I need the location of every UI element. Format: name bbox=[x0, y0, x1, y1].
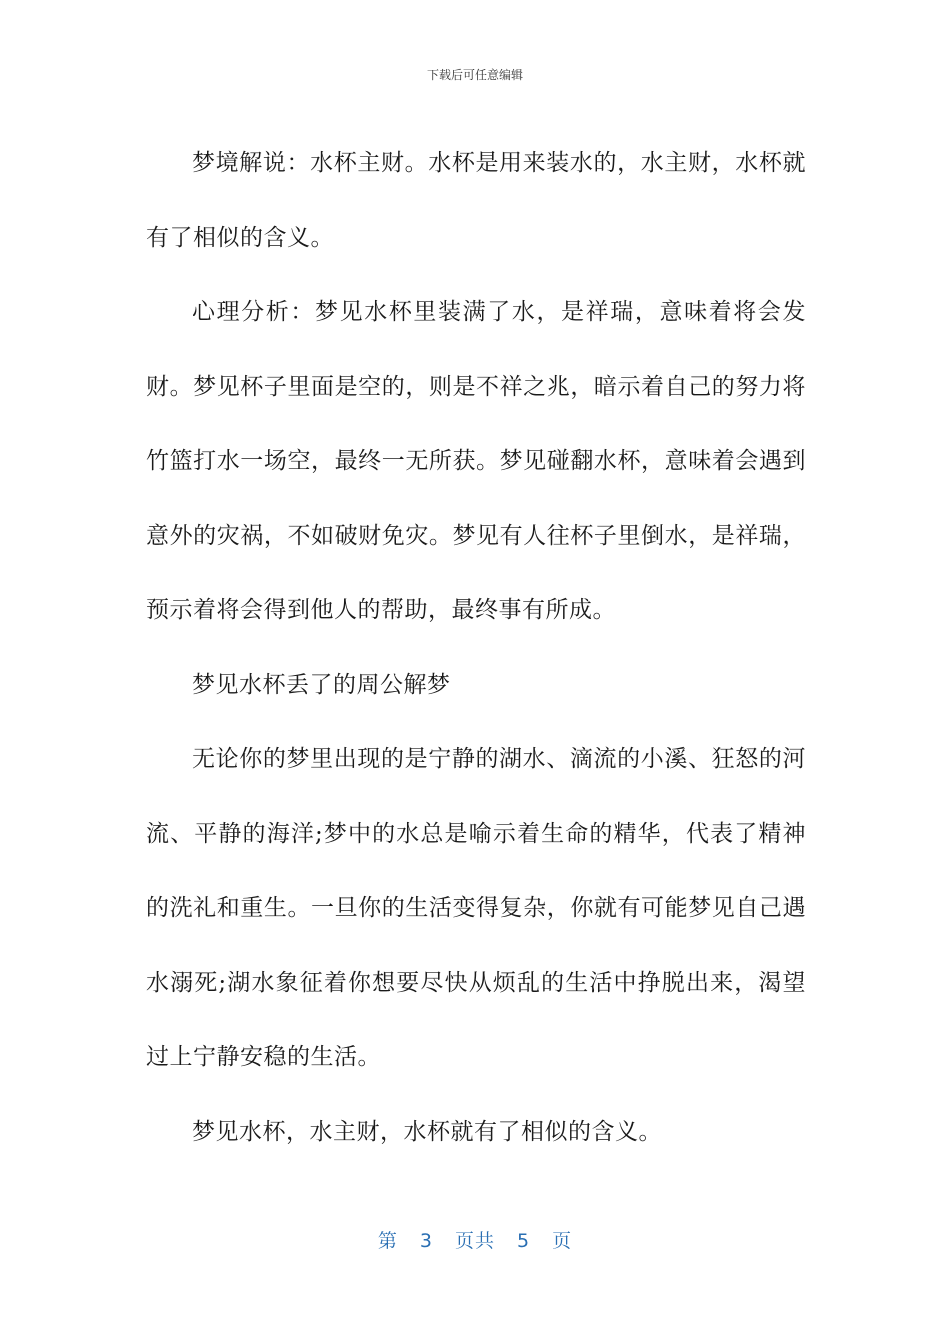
paragraph-summary: 梦见水杯，水主财，水杯就有了相似的含义。 bbox=[192, 1118, 662, 1145]
section-heading: 梦见水杯丢了的周公解梦 bbox=[192, 671, 451, 698]
footer-suffix: 页 bbox=[552, 1230, 573, 1252]
page-header: 下载后可任意编辑 bbox=[426, 68, 523, 82]
paragraph-psych-analysis: 心理分析：梦见水杯里装满了水，是祥瑞，意味着将会发财。梦见杯子里面是空的，则是不祥之兆，暗示着自己的努力将竹篮打水一场空，最终一无所获。梦见碰翻水杯，意味着会遇到意外的灾祸，不如破财免灾。梦见有人往杯子里倒水，是祥瑞，预示着将会得到他人的帮助，最终事有所成。 bbox=[146, 299, 806, 623]
paragraph-dream-explanation: 梦境解说：水杯主财。水杯是用来装水的，水主财，水杯就有了相似的含义。 bbox=[146, 150, 806, 251]
footer-prefix: 第 bbox=[377, 1230, 398, 1252]
footer-middle: 页共 bbox=[454, 1230, 495, 1252]
paragraph-water-meaning: 无论你的梦里出现的是宁静的湖水、滴流的小溪、狂怒的河流、平静的海洋;梦中的水总是喻示着生命的精华，代表了精神的洗礼和重生。一旦你的生活变得复杂，你就有可能梦见自己遇水溺死;湖水象征着你想要尽快从烦乱的生活中挣脱出来，渴望过上宁静安稳的生活。 bbox=[146, 746, 806, 1070]
footer-total-pages: 5 bbox=[517, 1230, 531, 1252]
page-footer bbox=[0, 1226, 950, 1253]
document-body bbox=[146, 126, 806, 1169]
footer-current-page: 3 bbox=[419, 1230, 433, 1252]
